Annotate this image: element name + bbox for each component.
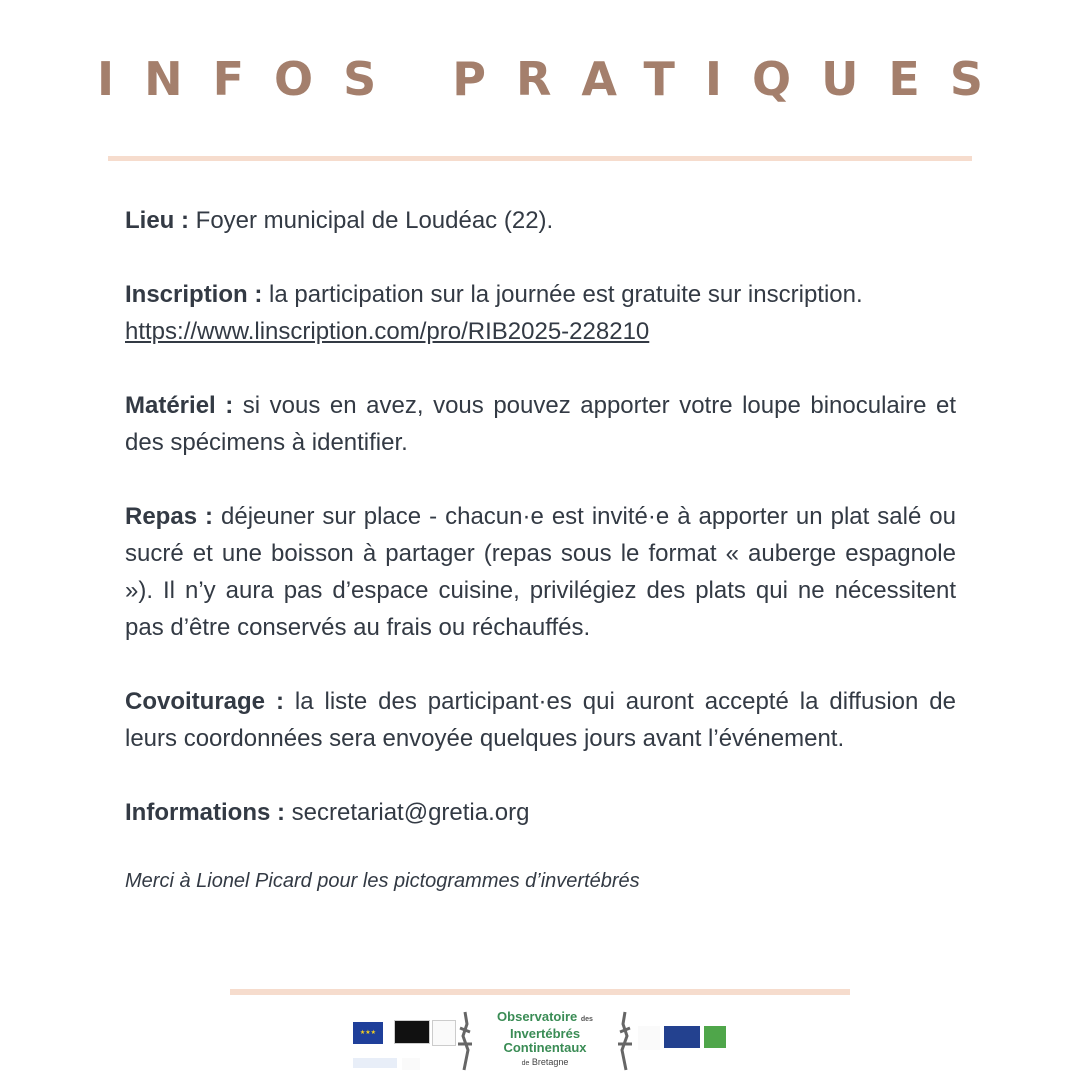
inscription-text: la participation sur la journée est gratuite sur inscription.: [262, 281, 863, 308]
materiel-text: si vous en avez, vous pouvez apporter votre loupe binoculaire et des spécimens à identifier.: [125, 392, 956, 456]
info-content: [125, 202, 956, 868]
credit-note: Merci à Lionel Picard pour les pictogrammes d’invertébrés: [125, 870, 640, 892]
covoiturage-text: la liste des participant·es qui auront accepté la diffusion de leurs coordonnées sera envoyée quelques jours avant l’événement.: [125, 688, 956, 752]
lieu-label: Lieu :: [125, 207, 189, 234]
gretia-logo: [638, 1026, 660, 1050]
observatoire-line1: Observatoire: [497, 1009, 578, 1024]
top-divider: [108, 156, 972, 161]
observatoire-line2: Invertébrés Continentaux: [503, 1026, 587, 1055]
partner-small-logo: [402, 1058, 420, 1070]
invertebrate-icon-2: [614, 1010, 636, 1072]
inscription-label: Inscription :: [125, 281, 263, 308]
lieu-text: Foyer municipal de Loudéac (22).: [189, 207, 554, 234]
bretagne-logo: [394, 1020, 430, 1044]
observatoire-de: de: [521, 1060, 530, 1067]
observatoire-des: des: [580, 1016, 593, 1023]
green-partner-logo: [704, 1026, 726, 1048]
section-inscription: [125, 276, 956, 350]
invertebrate-icon: [454, 1010, 476, 1072]
page-title: INFOS PRATIQUES: [97, 52, 1013, 106]
section-materiel: [125, 387, 956, 461]
morbihan-logo: [353, 1058, 397, 1068]
partner-logos: [350, 1008, 730, 1074]
repas-text: déjeuner sur place - chacun·e est invité·e à apporter un plat salé ou sucré et une boisson à partager (repas sous le format « auberge espagnole »). Il n’y aura pas d’espace cuisine, privilégiez des plats qui ne nécessitent pas d’être conservés au frais ou réchauffés.: [125, 503, 957, 641]
inscription-link[interactable]: https://www.linscription.com/pro/RIB2025-228210: [125, 318, 650, 345]
observatoire-logo: [475, 1010, 615, 1071]
covoiturage-label: Covoiturage :: [125, 688, 284, 715]
bottom-divider: [230, 989, 850, 995]
email-link[interactable]: secretariat@gretia.org: [291, 799, 530, 826]
section-lieu: [125, 202, 956, 239]
prefet-logo: [432, 1020, 456, 1046]
section-informations: [125, 794, 956, 831]
eu-flag-logo: ★★★: [353, 1022, 383, 1044]
informations-label: Informations :: [125, 799, 285, 826]
repas-label: Repas :: [125, 503, 214, 530]
observatoire-line3: Bretagne: [531, 1057, 569, 1067]
bretagne-vivante-logo: [664, 1026, 700, 1048]
section-covoiturage: [125, 683, 956, 757]
section-repas: [125, 498, 956, 646]
materiel-label: Matériel :: [125, 392, 234, 419]
